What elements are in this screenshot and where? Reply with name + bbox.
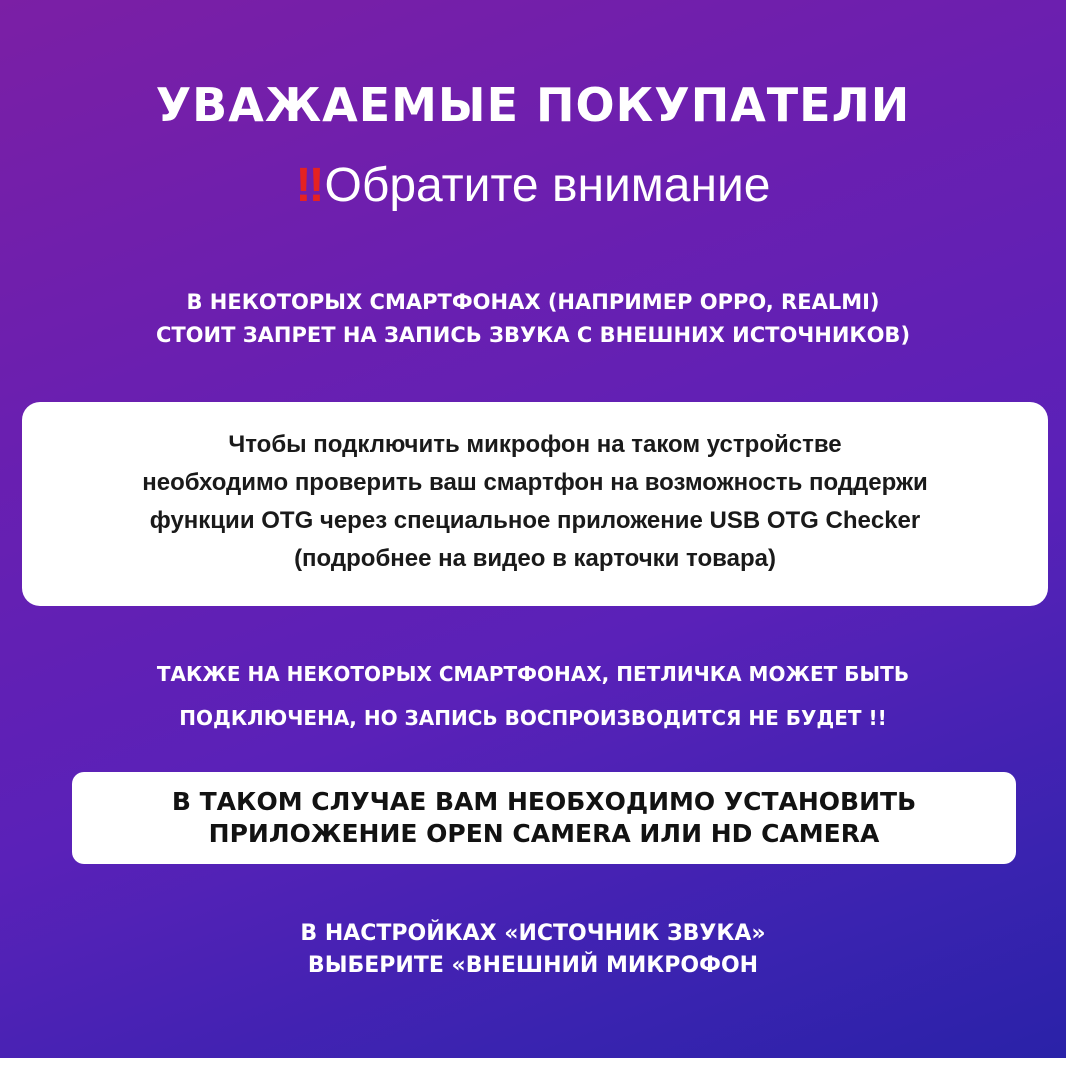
install-app-line: ПРИЛОЖЕНИЕ OPEN CAMERA ИЛИ HD CAMERA	[208, 819, 880, 848]
otg-card-line: необходимо проверить ваш смартфон на возможность поддержи	[142, 469, 928, 496]
settings-notice	[0, 918, 1066, 982]
attention-subtitle	[0, 158, 1066, 213]
double-exclamation-icon: ‼	[295, 159, 325, 212]
restriction-line: СТОИТ ЗАПРЕТ НА ЗАПИСЬ ЗВУКА С ВНЕШНИХ ИСТОЧНИКОВ)	[155, 323, 911, 347]
install-app-card	[72, 772, 1016, 864]
restriction-line: В НЕКОТОРЫХ СМАРТФОНАХ (НАПРИМЕР OPPO, REALMI)	[186, 290, 880, 314]
install-app-line: В ТАКОМ СЛУЧАЕ ВАМ НЕОБХОДИМО УСТАНОВИТЬ	[171, 787, 917, 816]
otg-card-line: Чтобы подключить микрофон на таком устройстве	[228, 431, 842, 458]
settings-line: В НАСТРОЙКАХ «ИСТОЧНИК ЗВУКА»	[300, 921, 766, 946]
otg-check-card	[22, 402, 1048, 606]
otg-card-line: функции OTG через специальное приложение USB OTG Checker	[149, 507, 921, 534]
lavalier-line: ПОДКЛЮЧЕНА, НО ЗАПИСЬ ВОСПРОИЗВОДИТСЯ НЕ БУДЕТ !!	[179, 706, 887, 730]
otg-card-line: (подробнее на видео в карточки товара)	[294, 545, 776, 572]
restriction-notice	[0, 286, 1066, 352]
settings-line: ВЫБЕРИТЕ «ВНЕШНИЙ МИКРОФОН	[307, 953, 759, 978]
attention-text: Обратите внимание	[324, 159, 771, 212]
lavalier-notice	[0, 652, 1066, 740]
page-title: УВАЖАЕМЫЕ ПОКУПАТЕЛИ	[155, 78, 911, 132]
lavalier-line: ТАКЖЕ НА НЕКОТОРЫХ СМАРТФОНАХ, ПЕТЛИЧКА МОЖЕТ БЫТЬ	[156, 662, 910, 686]
